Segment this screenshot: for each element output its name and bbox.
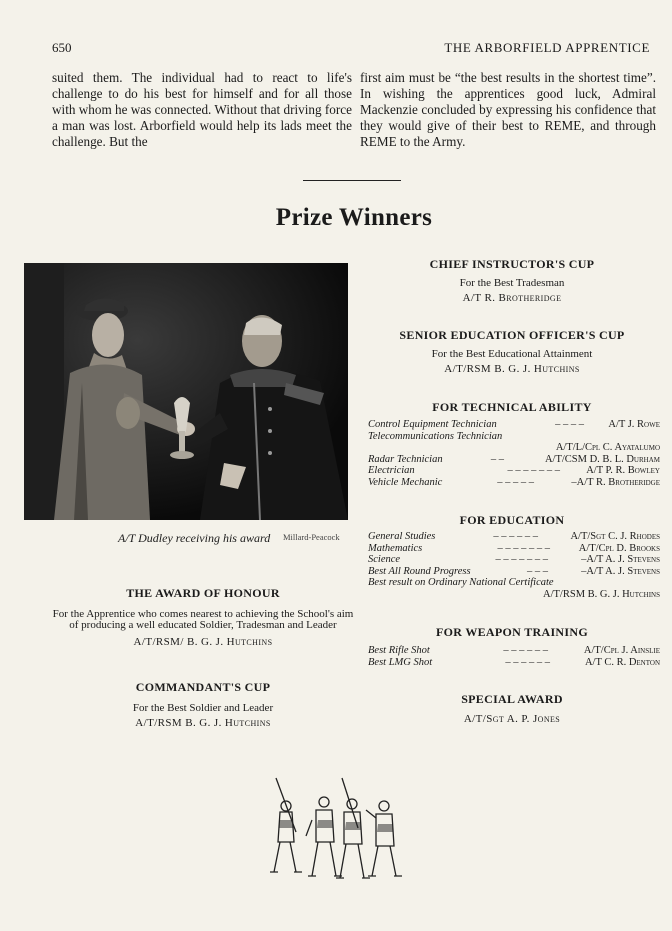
photo-illustration [24,263,348,520]
senior-education-cup-heading: SENIOR EDUCATION OFFICER'S CUP [399,328,625,342]
technical-ability-list [368,419,660,488]
leader-dashes: – – – – – – – [497,542,550,554]
list-item [368,645,660,657]
education-heading-text: FOR EDUCATION [459,513,565,527]
list-item [368,442,660,454]
leader-dashes: – – – – – [497,476,534,488]
weapon-training-list [368,645,660,668]
education-list [368,531,660,600]
list-item [368,531,660,543]
award-of-honour-section [52,586,354,648]
commandants-cup-heading: COMMANDANT'S CUP [135,680,271,694]
commandants-cup-section [52,680,354,729]
list-item [368,543,660,555]
winner-name: –A/T A. J. Stevens [581,565,660,577]
marching-soldiers-illustration [266,772,414,890]
winner-name: A/T/Cpl J. Ainslie [583,645,660,656]
list-item [368,419,660,431]
list-item [368,431,660,443]
prize-label: Mathematics [368,542,423,554]
winner-name: A/T/RSM B. G. J. Hutchins [543,588,660,600]
leader-dashes: – – – – – – [505,656,550,668]
list-item [368,477,660,489]
special-award-winner: A/T/Sgt A. P. Jones [463,713,561,725]
leader-dashes: – – – [527,565,548,577]
prize-label: Radar Technician [368,453,443,465]
leader-dashes: – – [490,453,504,465]
winner-name: A/T P. R. Bowley [586,465,660,476]
prize-label: Best LMG Shot [368,656,433,668]
award-photo [24,263,348,520]
section-rule [303,180,401,181]
winner-name: A/T/CSM D. B. L. Durham [544,453,660,465]
chief-instructors-cup-section [368,257,656,304]
winner-name: –A/T R. Brotheridge [571,476,660,488]
senior-education-cup-description: For the Best Educational Attainment [431,348,593,360]
list-item [368,554,660,566]
commandants-cup-winner: A/T/RSM B. G. J. Hutchins [135,717,271,729]
prize-label: Vehicle Mechanic [368,476,443,488]
list-item [368,657,660,669]
weapon-training-heading-text: FOR WEAPON TRAINING [436,625,588,639]
award-of-honour-heading: THE AWARD OF HONOUR [126,586,280,600]
intro-left-column: suited them. The individual had to react to life's challenge to do his best for himself and for all those with whom he was connected. Without that driving force a man was lost. Arborfield would help its lads meet the challenge. But the [52,70,352,149]
chief-instructors-cup-description: For the Best Tradesman [459,277,565,289]
technical-ability-heading [368,400,656,415]
prize-label: Telecommunications Technician [368,430,503,442]
list-item [368,577,660,589]
special-award-heading: SPECIAL AWARD [461,692,563,706]
winner-name: A/T C. R. Denton [584,656,660,668]
prize-label: Best result on Ordinary National Certificate [368,577,554,588]
prize-label: Control Equipment Technician [368,419,497,430]
prize-label: Best Rifle Shot [368,645,430,656]
chief-instructors-cup-winner: A/T R. Brotheridge [462,292,562,304]
prize-label: General Studies [368,531,436,542]
education-heading [368,513,656,528]
winner-name: A/T/Cpl D. Brooks [578,542,660,554]
leader-dashes: – – – – – – [493,531,538,542]
chief-instructors-cup-heading: CHIEF INSTRUCTOR'S CUP [429,257,595,271]
award-of-honour-description: For the Apprentice who comes nearest to achieving the School's aim of producing a well educated Soldier, Tradesman and Leader [52,608,354,631]
leader-dashes: – – – – – – – [495,554,548,565]
leader-dashes: – – – – – – [503,645,548,656]
winner-name: –A/T A. J. Stevens [581,554,660,565]
running-head: THE ARBORFIELD APPRENTICE [444,40,650,55]
prize-label: Electrician [368,465,415,476]
photo-credit: Millard-Peacock [283,532,340,542]
commandants-cup-description: For the Best Soldier and Leader [132,702,274,714]
list-item [368,465,660,477]
list-item [368,589,660,601]
winner-name: A/T/Sgt C. J. Rhodes [570,531,660,542]
leader-dashes: – – – – [555,419,584,430]
weapon-training-heading [368,625,656,640]
prize-label: Best All Round Progress [368,565,471,577]
award-of-honour-winner: A/T/RSM/ B. G. J. Hutchins [133,636,273,648]
intro-right-column: first aim must be “the best results in the shortest time”. In wishing the apprentices good luck, Admiral Mackenzie concluded by expressing his confidence that they would give of their best to REME, and through REME to the Army. [360,70,656,149]
page-number: 650 [52,40,72,55]
winner-name: A/T/L/Cpl C. Ayatalumo [555,442,660,453]
prize-label: Science [368,554,401,565]
list-item [368,566,660,578]
special-award-section [368,692,656,725]
senior-education-cup-section [368,328,656,375]
leader-dashes: – – – – – – – [507,465,560,476]
senior-education-cup-winner: A/T/RSM B. G. J. Hutchins [444,363,580,375]
page-title: Prize Winners [275,204,433,231]
photo-caption: A/T Dudley receiving his award [118,531,271,545]
list-item [368,454,660,466]
technical-ability-heading-text: FOR TECHNICAL ABILITY [432,400,592,414]
winner-name: A/T J. Rowe [608,419,660,430]
